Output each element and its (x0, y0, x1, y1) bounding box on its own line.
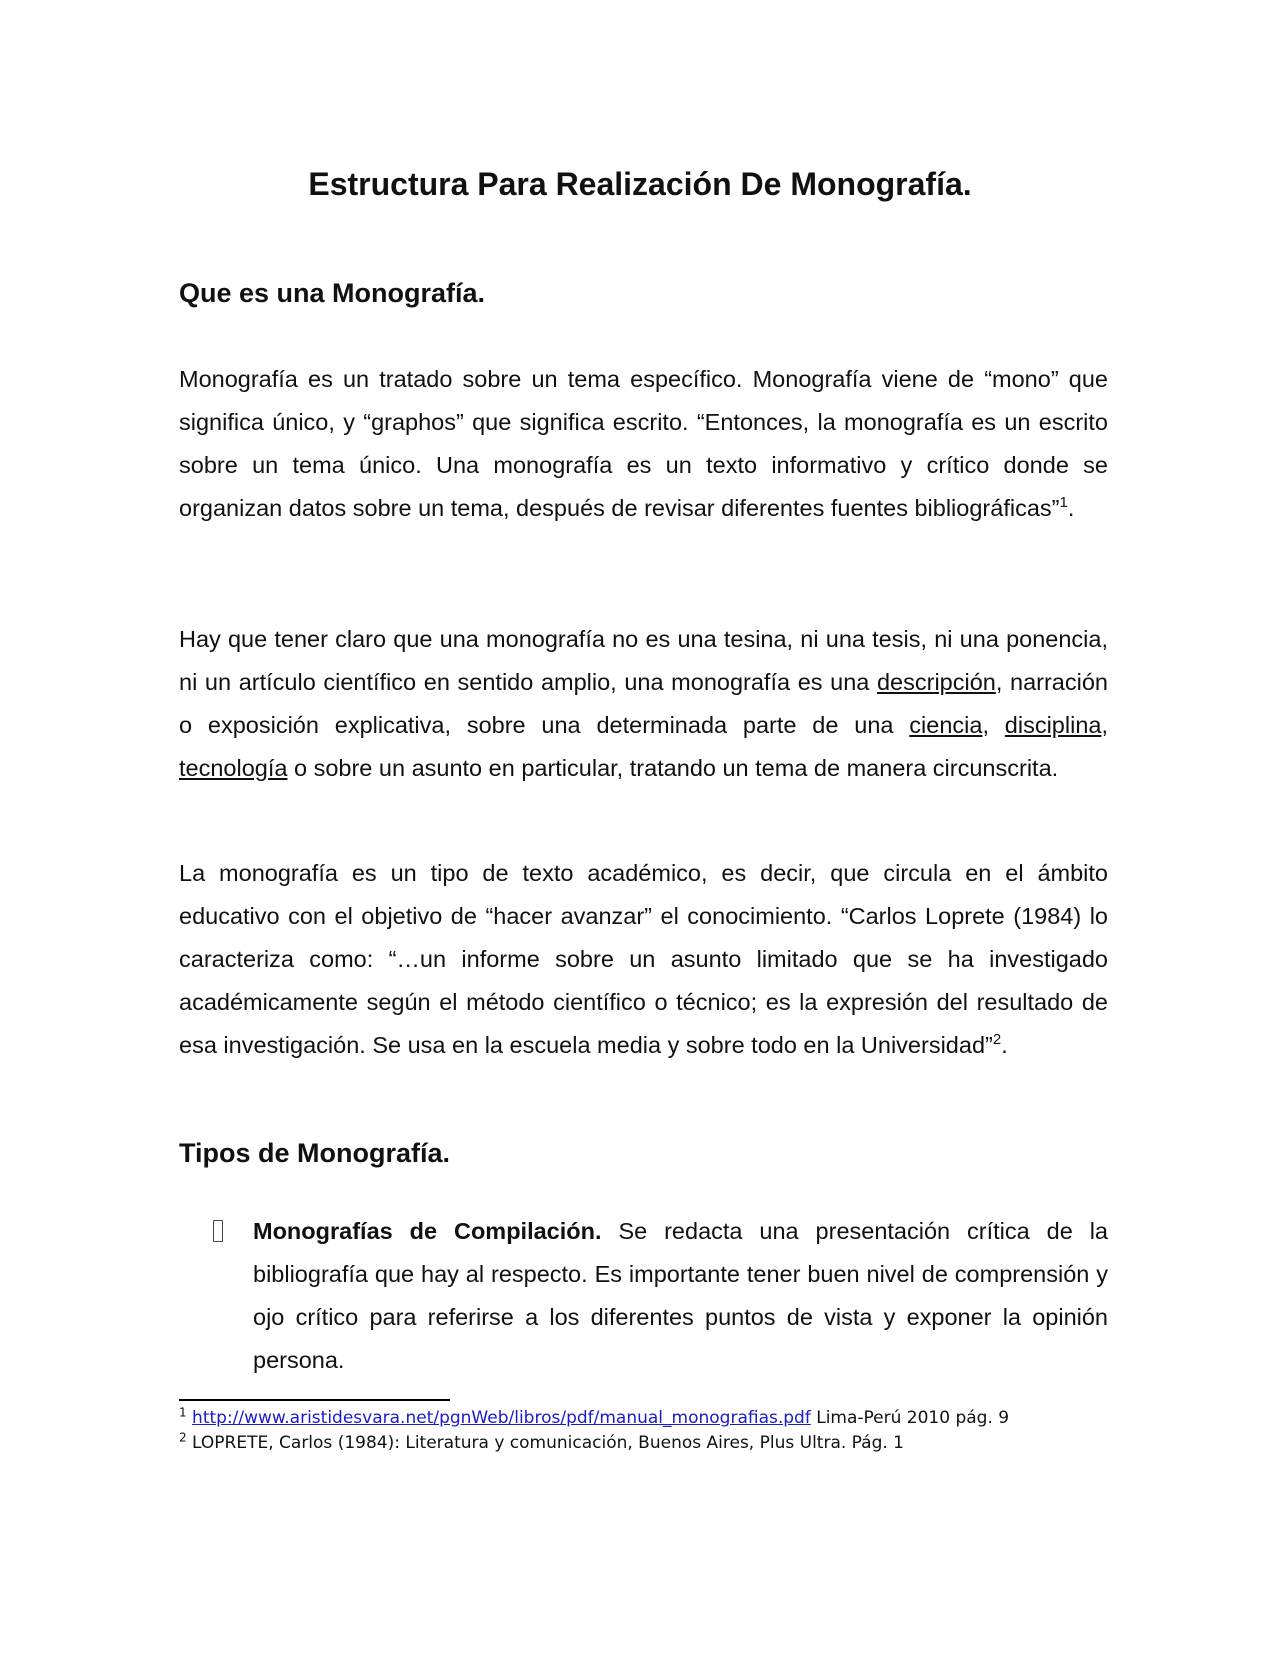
paragraph-definition: Monografía es un tratado sobre un tema específico. Monografía viene de “mono” que significa único, y “graphos” que significa escrito. “Entonces, la monografía es un escrito sobre un tema único. Una monografía es un texto informativo y crítico donde se organizan datos sobre un tema, después de revisar diferentes fuentes bibliográficas”$^1$. (179, 366, 1108, 521)
list-item (253, 1210, 1108, 1382)
footnote-ref[interactable]: 1 (1059, 494, 1068, 512)
footnote-separator (179, 1399, 450, 1401)
link-descripcion[interactable]: descripción (876, 669, 996, 695)
section-heading-tipos: Tipos de Monografía. (179, 1138, 451, 1168)
footnote-link[interactable]: http://www.aristidesvara.net/pgnWeb/libros/pdf/manual_monografias.pdf (192, 1408, 811, 1428)
paragraph-academic-text: La monografía es un tipo de texto académico, es decir, que circula en el ámbito educativo con el objetivo de “hacer avanzar” el conocimiento. “Carlos Loprete (1984) lo caracteriza como: “…un informe sobre un asunto limitado que se ha investigado académicamente según el método científico o técnico; es la expresión del resultado de esa investigación. Se usa en la escuela media y sobre todo en la Universidad”$^2$. (179, 860, 1108, 1058)
footnote-1: $^1$ http://www.aristidesvara.net/pgnWeb/libros/pdf/manual_monografias.pdf Lima-Perú 2010 pág. 9 (179, 1405, 1010, 1428)
bullet-term: Monografías de Compilación. (253, 1218, 602, 1244)
footnote-ref[interactable]: 2 (992, 1031, 1002, 1049)
section-heading-que-es: Que es una Monografía. (179, 278, 486, 308)
link-disciplina[interactable]: disciplina (1004, 712, 1102, 738)
link-ciencia[interactable]: ciencia (909, 712, 983, 738)
bullet-description: Se redacta una presentación crítica de la bibliografía que hay al respecto. Es importante tener buen nivel de comprensión y ojo crítico para referirse a los diferentes puntos de vista y exponer la opinión persona. (253, 1218, 1108, 1373)
paragraph-text: La monografía es un tipo de texto académico, es decir, que circula en el ámbito educativo con el objetivo de “hacer avanzar” el conocimiento. “Carlos Loprete (1984) lo caracteriza como: “…un informe sobre un asunto limitado que se ha investigado académicamente según el método científico o técnico; es la expresión del resultado de esa investigación. Se usa en la escuela media y sobre todo en la Universidad” (179, 860, 1108, 1058)
paragraph-not-thesis: Hay que tener claro que una monografía no es una tesina, ni una tesis, ni una ponencia, ni un artículo científico en sentido amplio, una monografía es una descripción, narración o exposición explicativa, sobre una determinada parte de una ciencia, disciplina, tecnología o sobre un asunto en particular, tratando un tema de manera circunscrita. (179, 626, 1108, 781)
link-tecnologia[interactable]: tecnología (179, 755, 288, 781)
document-title: Estructura Para Realización De Monografía. (308, 166, 972, 202)
checkbox-bullet-icon (213, 1220, 223, 1242)
footnote-2: $^2$ LOPRETE, Carlos (1984): Literatura y comunicación, Buenos Aires, Plus Ultra. Pág. 1 (179, 1430, 904, 1453)
paragraph-text: Monografía es un tratado sobre un tema específico. Monografía viene de “mono” que significa único, y “graphos” que significa escrito. “Entonces, la monografía es un escrito sobre un tema único. Una monografía es un texto informativo y crítico donde se organizan datos sobre un tema, después de revisar diferentes fuentes bibliográficas” (179, 366, 1108, 521)
